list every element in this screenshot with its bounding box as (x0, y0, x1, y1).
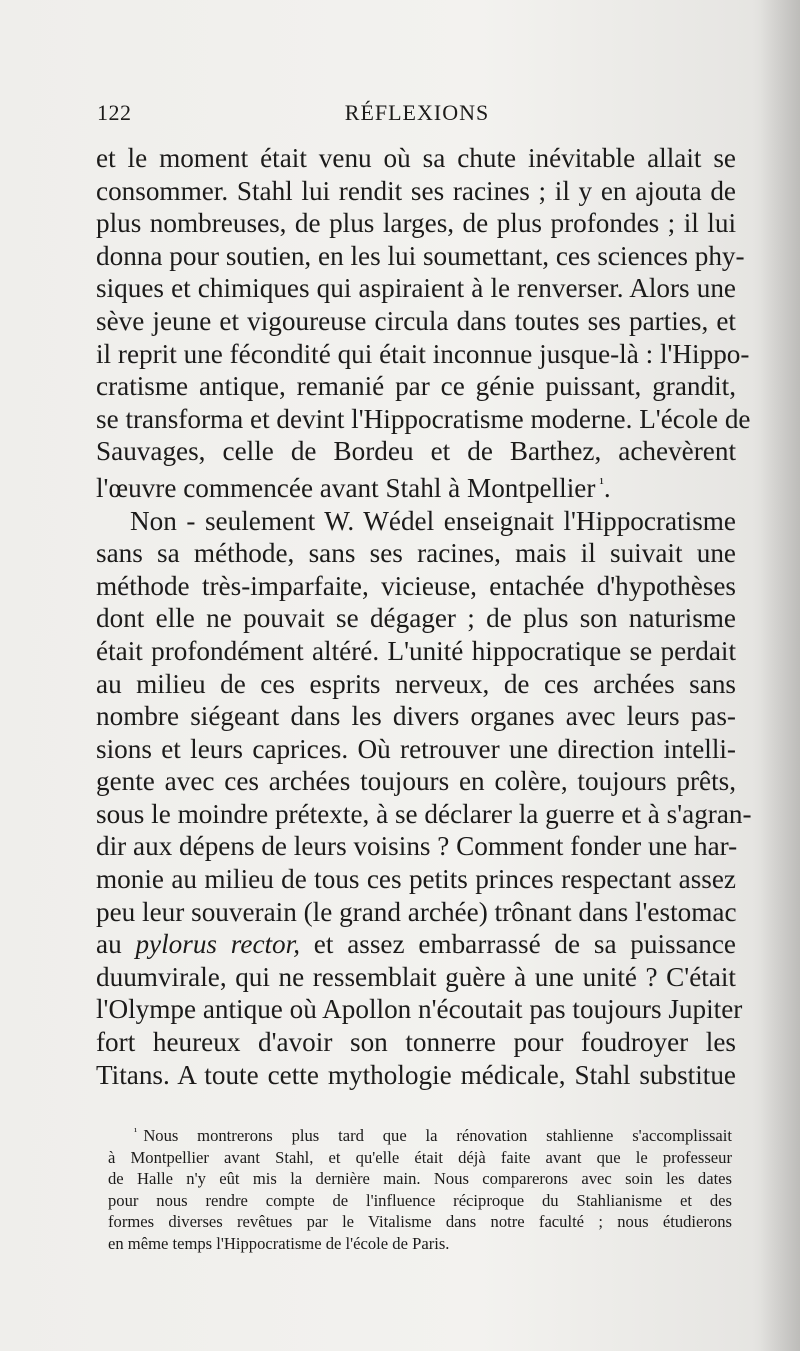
footnote-line: à Montpellier avant Stahl, et qu'elle était déjà faite avant que le professeur (108, 1147, 732, 1167)
text-line: et le moment était venu où sa chute inévitable allait se (96, 143, 736, 173)
paragraph-last-line (96, 468, 736, 505)
text-line: dir aux dépens de leurs voisins ? Comment fonder une har- (96, 831, 738, 862)
text-line: duumvirale, qui ne ressemblait guère à une unité ? C'était (96, 961, 736, 992)
text-span: au (96, 929, 136, 960)
text-line: au milieu de ces esprits nerveux, de ces archées sans (96, 668, 736, 699)
footnote-marker: ¹ (134, 1126, 138, 1138)
footnote-line (108, 1122, 732, 1147)
text-span: . (603, 472, 611, 503)
text-line: monie au milieu de tous ces petits princes respectant assez (96, 864, 736, 895)
text-line: gente avec ces archées toujours en colère, toujours prêts, (96, 766, 736, 797)
text-line-with-italic (96, 928, 736, 961)
text-line: plus nombreuses, de plus larges, de plus profondes ; il lui (96, 208, 736, 239)
footnote-line: en même temps l'Hippocratisme de l'école de Paris. (108, 1233, 450, 1253)
footnote (108, 1122, 732, 1255)
page-edge-shadow (760, 0, 800, 1351)
page-number: 122 (97, 100, 132, 125)
text-line: l'Olympe antique où Apollon n'écoutait pas toujours Jupiter (96, 994, 743, 1025)
text-line: sans sa méthode, sans ses racines, mais il suivait une (96, 538, 736, 569)
footnote-line: de Halle n'y eût mis la dernière main. Nous comparerons avec soin les dates (108, 1169, 732, 1189)
footnote-reference: ¹ (599, 475, 604, 492)
text-line: Sauvages, celle de Bordeu et de Barthez, achevèrent (96, 436, 736, 467)
text-span: Nous montrerons plus tard que la rénovation stahlienne s'accomplissait (143, 1126, 732, 1145)
text-line: nombre siégeant dans les divers organes avec leurs pas- (96, 701, 736, 732)
text-line: cratisme antique, remanié par ce génie puissant, grandit, (96, 371, 736, 402)
footnote-line: formes diverses revêtues par le Vitalisme dans notre faculté ; nous étudierons (108, 1212, 732, 1232)
text-line: donna pour soutien, en les lui soumettant, ces sciences phy- (96, 240, 745, 271)
text-span: et assez embarrassé de sa puissance (300, 929, 736, 960)
text-line: se transforma et devint l'Hippocratisme moderne. L'école de (96, 403, 751, 434)
text-line: siques et chimiques qui aspiraient à le renverser. Alors une (96, 273, 736, 304)
text-line: sève jeune et vigoureuse circula dans toutes ses parties, et (96, 305, 736, 336)
footnote-line: pour nous rendre compte de l'influence réciproque du Stahlianisme et des (108, 1190, 732, 1210)
text-line: Titans. A toute cette mythologie médicale, Stahl substitue (96, 1059, 736, 1090)
text-span: l'œuvre commencée avant Stahl à Montpellier (96, 472, 596, 503)
text-line: méthode très-imparfaite, vicieuse, entachée d'hypothèses (96, 570, 736, 601)
text-line: peu leur souverain (le grand archée) trônant dans l'estomac (96, 896, 737, 927)
text-line: consommer. Stahl lui rendit ses racines ; il y en ajouta de (96, 175, 736, 206)
italic-term: pylorus rector, (135, 929, 301, 960)
text-line: Non - seulement W. Wédel enseignait l'Hippocratisme (130, 505, 736, 536)
running-title: RÉFLEXIONS (344, 100, 490, 125)
text-line: dont elle ne pouvait se dégager ; de plus son naturisme (96, 603, 736, 634)
body-text (96, 142, 752, 1091)
page-header (97, 100, 737, 134)
text-line: sions et leurs caprices. Où retrouver une direction intelli- (96, 733, 736, 764)
text-line: sous le moindre prétexte, à se déclarer la guerre et à s'agran- (96, 798, 752, 829)
text-line: fort heureux d'avoir son tonnerre pour foudroyer les (96, 1027, 736, 1058)
text-line: il reprit une fécondité qui était inconnue jusque-là : l'Hippo- (96, 338, 750, 369)
text-line: était profondément altéré. L'unité hippocratique se perdait (96, 635, 736, 666)
